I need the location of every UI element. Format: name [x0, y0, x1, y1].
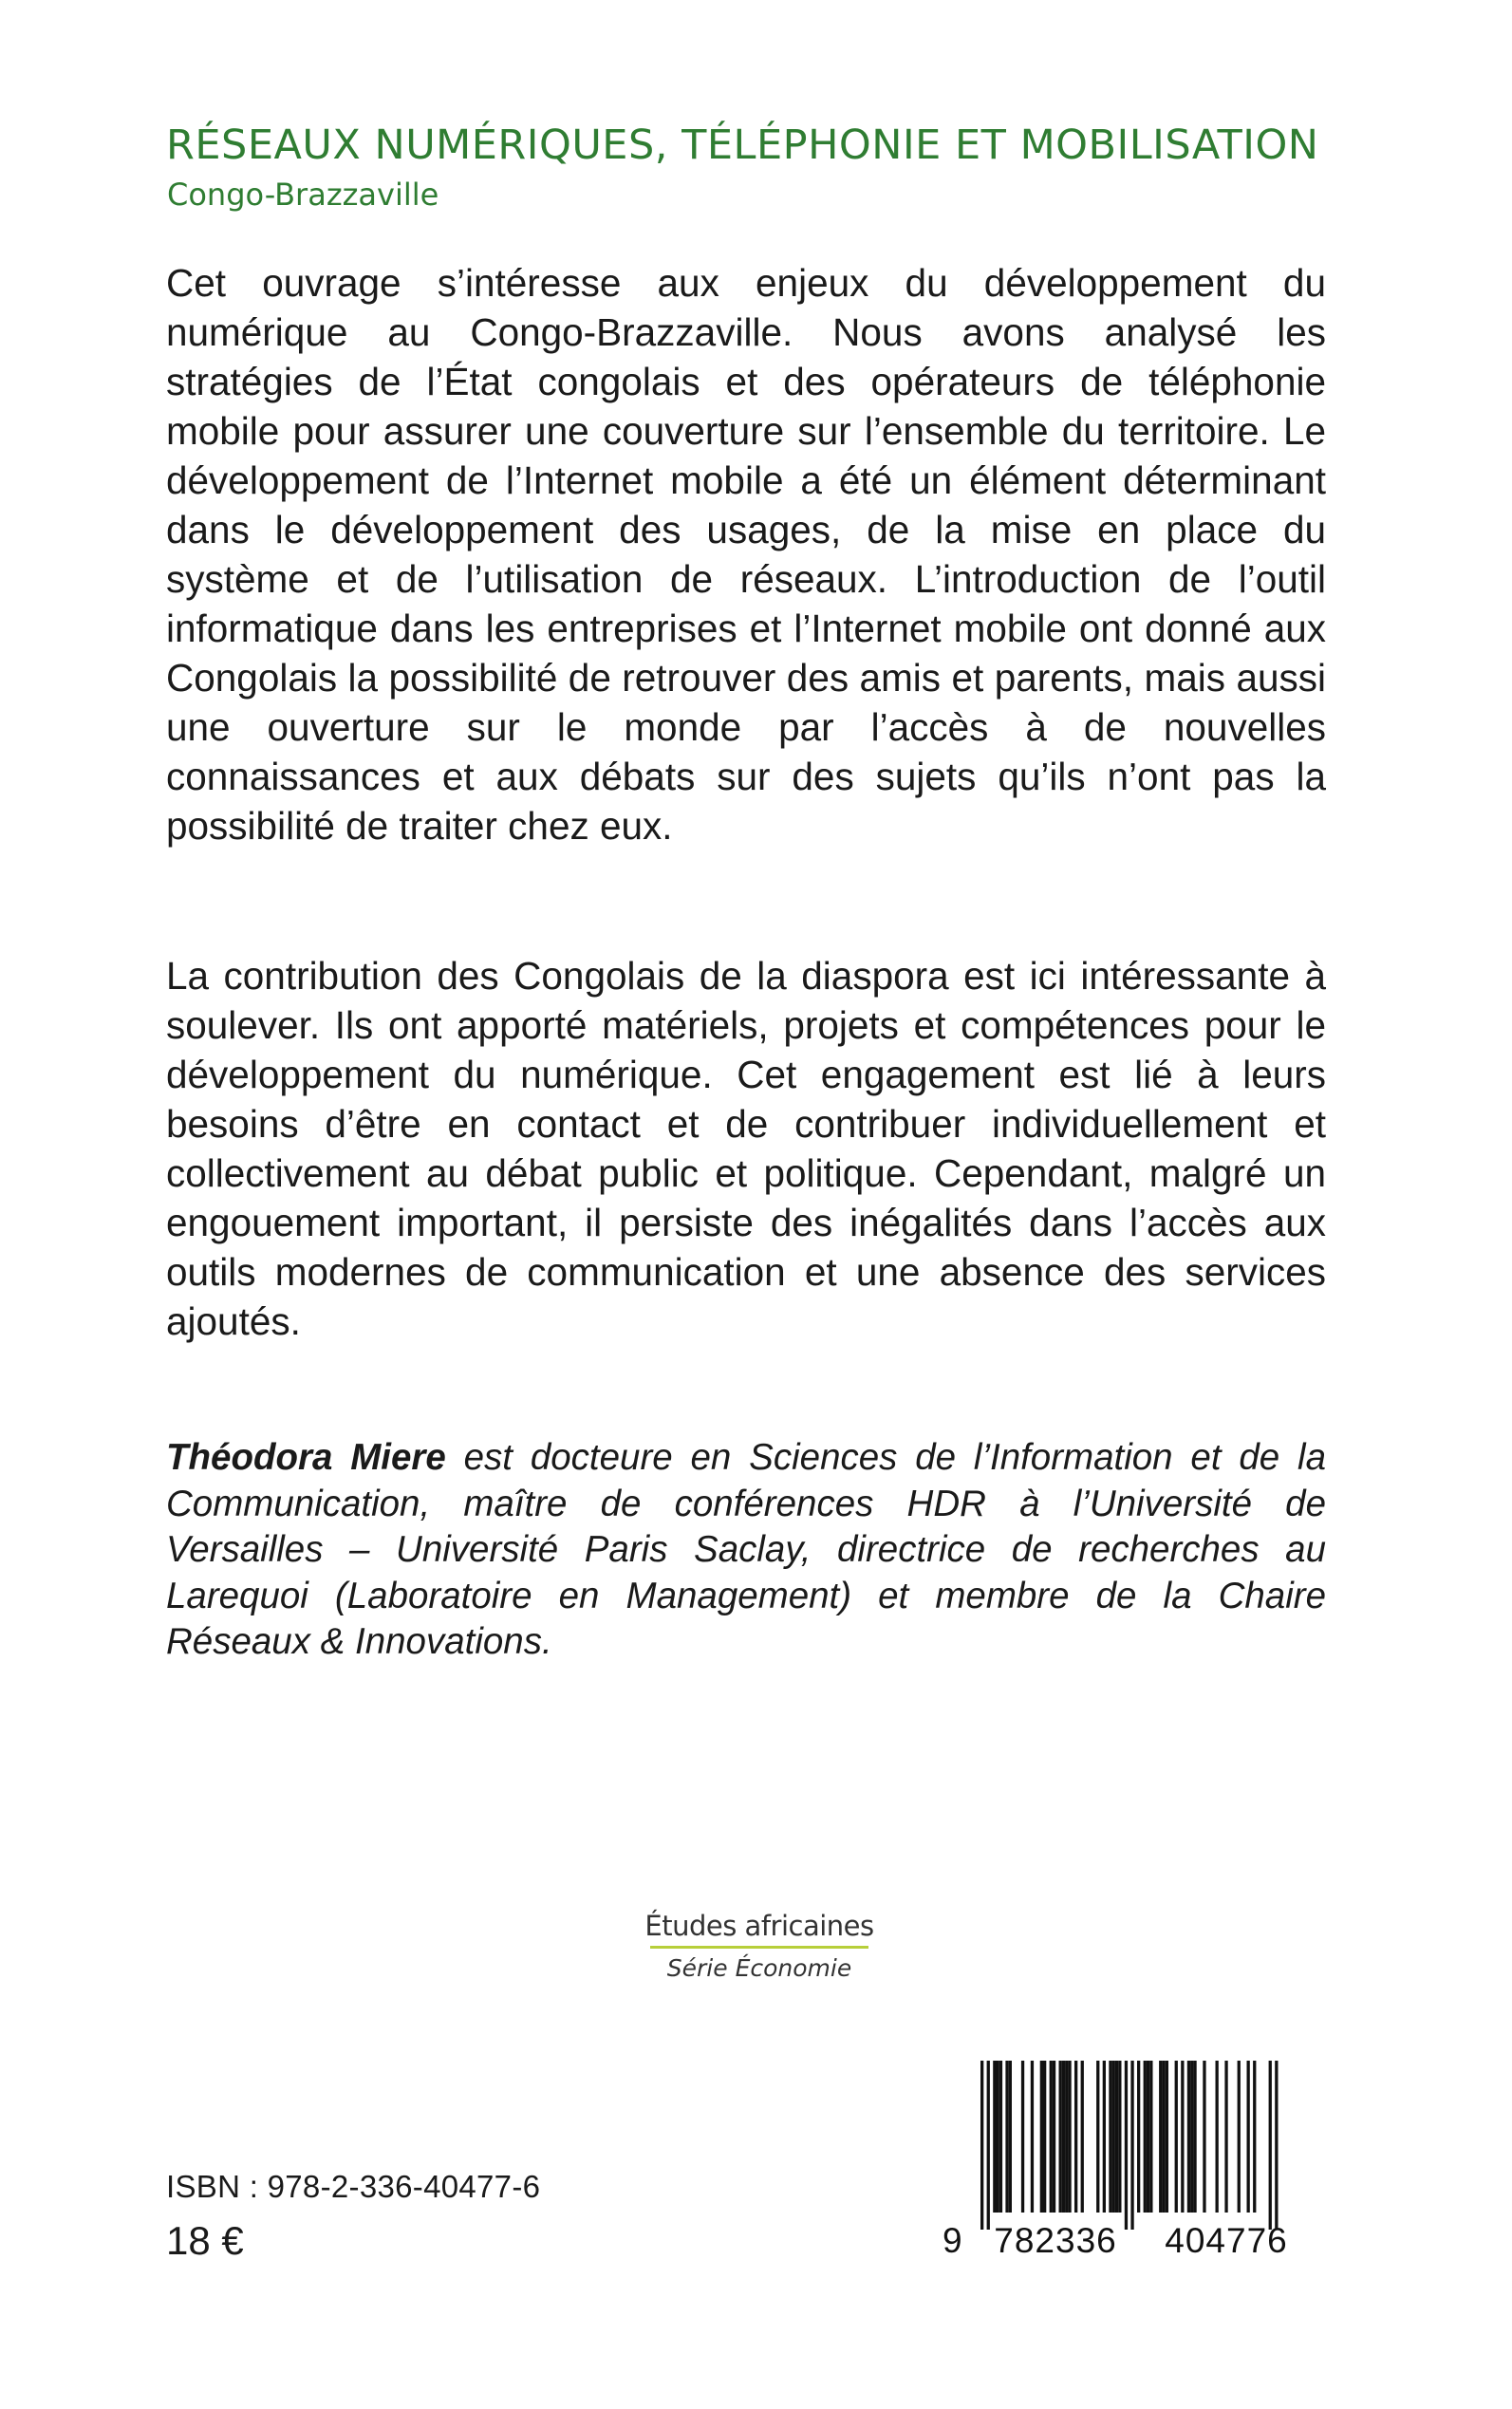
barcode-right-digits: 404776 [1165, 2221, 1288, 2260]
barcode-bar [1203, 2061, 1205, 2213]
barcode-bar [1166, 2061, 1168, 2213]
isbn-label: ISBN : 978-2-336-40477-6 [166, 2169, 541, 2204]
barcode-bar [1005, 2061, 1008, 2213]
description-paragraph-1: Cet ouvrage s’intéresse aux enjeux du développement du numérique au Congo-Brazzaville. Nous avons analysé les stratégies de l’État congolais et des opérateurs de téléphonie mobile pour assurer une couverture sur l’ensemble du territoire. Le développement de l’Internet mobile a été un élément déterminant dans le développement des usages, de la mise en place du système et de l’utilisation de réseaux. L’introduction de l’outil informatique dans les entreprises et l’Internet mobile ont donné aux Congolais la possibilité de retrouver des amis et parents, mais aussi une ouverture sur le monde par l’accès à de nouvelles connaissances et aux débats sur des sujets qu’ils n’ont pas la possibilité de traiter chez eux. [166, 261, 1326, 848]
barcode-bar [1109, 2061, 1111, 2213]
barcode-left-digits: 782336 [994, 2221, 1117, 2260]
series-subseries: Série Économie [666, 1954, 852, 1982]
barcode-bar [1021, 2061, 1024, 2213]
barcode-bar [1053, 2061, 1055, 2213]
barcode-bar [1031, 2061, 1034, 2213]
barcode-bar [1238, 2061, 1241, 2213]
price-label: 18 € [166, 2218, 244, 2263]
series-divider [650, 1946, 868, 1949]
barcode-bar [1009, 2061, 1012, 2213]
barcode-bar [999, 2061, 1002, 2213]
barcode-bar [1050, 2061, 1053, 2213]
barcode-bar [1181, 2061, 1184, 2213]
barcode-bar [1216, 2061, 1219, 2213]
barcode-bar [987, 2061, 990, 2230]
barcode-bar [1275, 2061, 1278, 2230]
barcode-bar [1130, 2061, 1133, 2230]
barcode-bar [1149, 2061, 1152, 2213]
barcode-lead-digit: 9 [943, 2221, 962, 2260]
series-logo [569, 1910, 949, 1982]
barcode-bar [1162, 2061, 1165, 2213]
barcode-bar [1043, 2061, 1046, 2213]
barcode-bar [1065, 2061, 1068, 2213]
series-name: Études africaines [644, 1910, 874, 1942]
barcode-bar [1125, 2061, 1128, 2230]
barcode-bar [1159, 2061, 1162, 2213]
barcode-bar [1074, 2061, 1077, 2213]
description-paragraph-2: La contribution des Congolais de la diaspora est ici intéressante à soulever. Ils ont apporté matériels, projets et compétences pour le développement du numérique. Cet engagement est lié à leurs besoins d’être en contact et de contribuer individuellement et collectivement au débat public et politique. Cependant, malgré un engouement important, il persiste des inégalités dans l’accès aux outils modernes de communication et une absence des services ajoutés. [166, 954, 1326, 1343]
barcode-bar [1118, 2061, 1121, 2213]
barcode-bar [1081, 2061, 1084, 2213]
barcode-bar [1144, 2061, 1147, 2213]
barcode-bar [1115, 2061, 1118, 2213]
barcode-bar [980, 2061, 983, 2230]
barcode-bar [1187, 2061, 1190, 2213]
author-bio-text: est docteure en Sciences de l’Information et de la Communication, maître de conférences HDR à l’Université de Versailles – Université Paris Saclay, directrice de recherches au Larequoi (Laboratoire en Management) et membre de la Chaire Réseaux & Innovations. [166, 1437, 1326, 1662]
barcode-bar [997, 2061, 999, 2213]
barcode-bar [1103, 2061, 1106, 2213]
barcode-bar [1247, 2061, 1250, 2213]
barcode-bar [1137, 2061, 1140, 2213]
barcode-bar [1112, 2061, 1115, 2213]
barcode-bar [1059, 2061, 1062, 2213]
barcode-bar [1253, 2061, 1256, 2213]
author-name: Théodora Miere [166, 1437, 446, 1478]
barcode-bar [1190, 2061, 1193, 2213]
barcode-bar [1068, 2061, 1071, 2213]
barcode-bar [993, 2061, 996, 2213]
barcode-bar [1147, 2061, 1149, 2213]
barcode-bar [1096, 2061, 1099, 2213]
book-subtitle: Congo-Brazzaville [167, 177, 439, 213]
author-bio [166, 1435, 1326, 1666]
barcode-bar [1040, 2061, 1043, 2213]
barcode-bar [1062, 2061, 1065, 2213]
barcode-bar [1193, 2061, 1196, 2213]
barcode-bar [1224, 2061, 1227, 2213]
barcode-bar [1269, 2061, 1272, 2230]
barcode-bar [1175, 2061, 1178, 2213]
book-title: RÉSEAUX NUMÉRIQUES, TÉLÉPHONIE ET MOBILISATION [166, 121, 1319, 169]
